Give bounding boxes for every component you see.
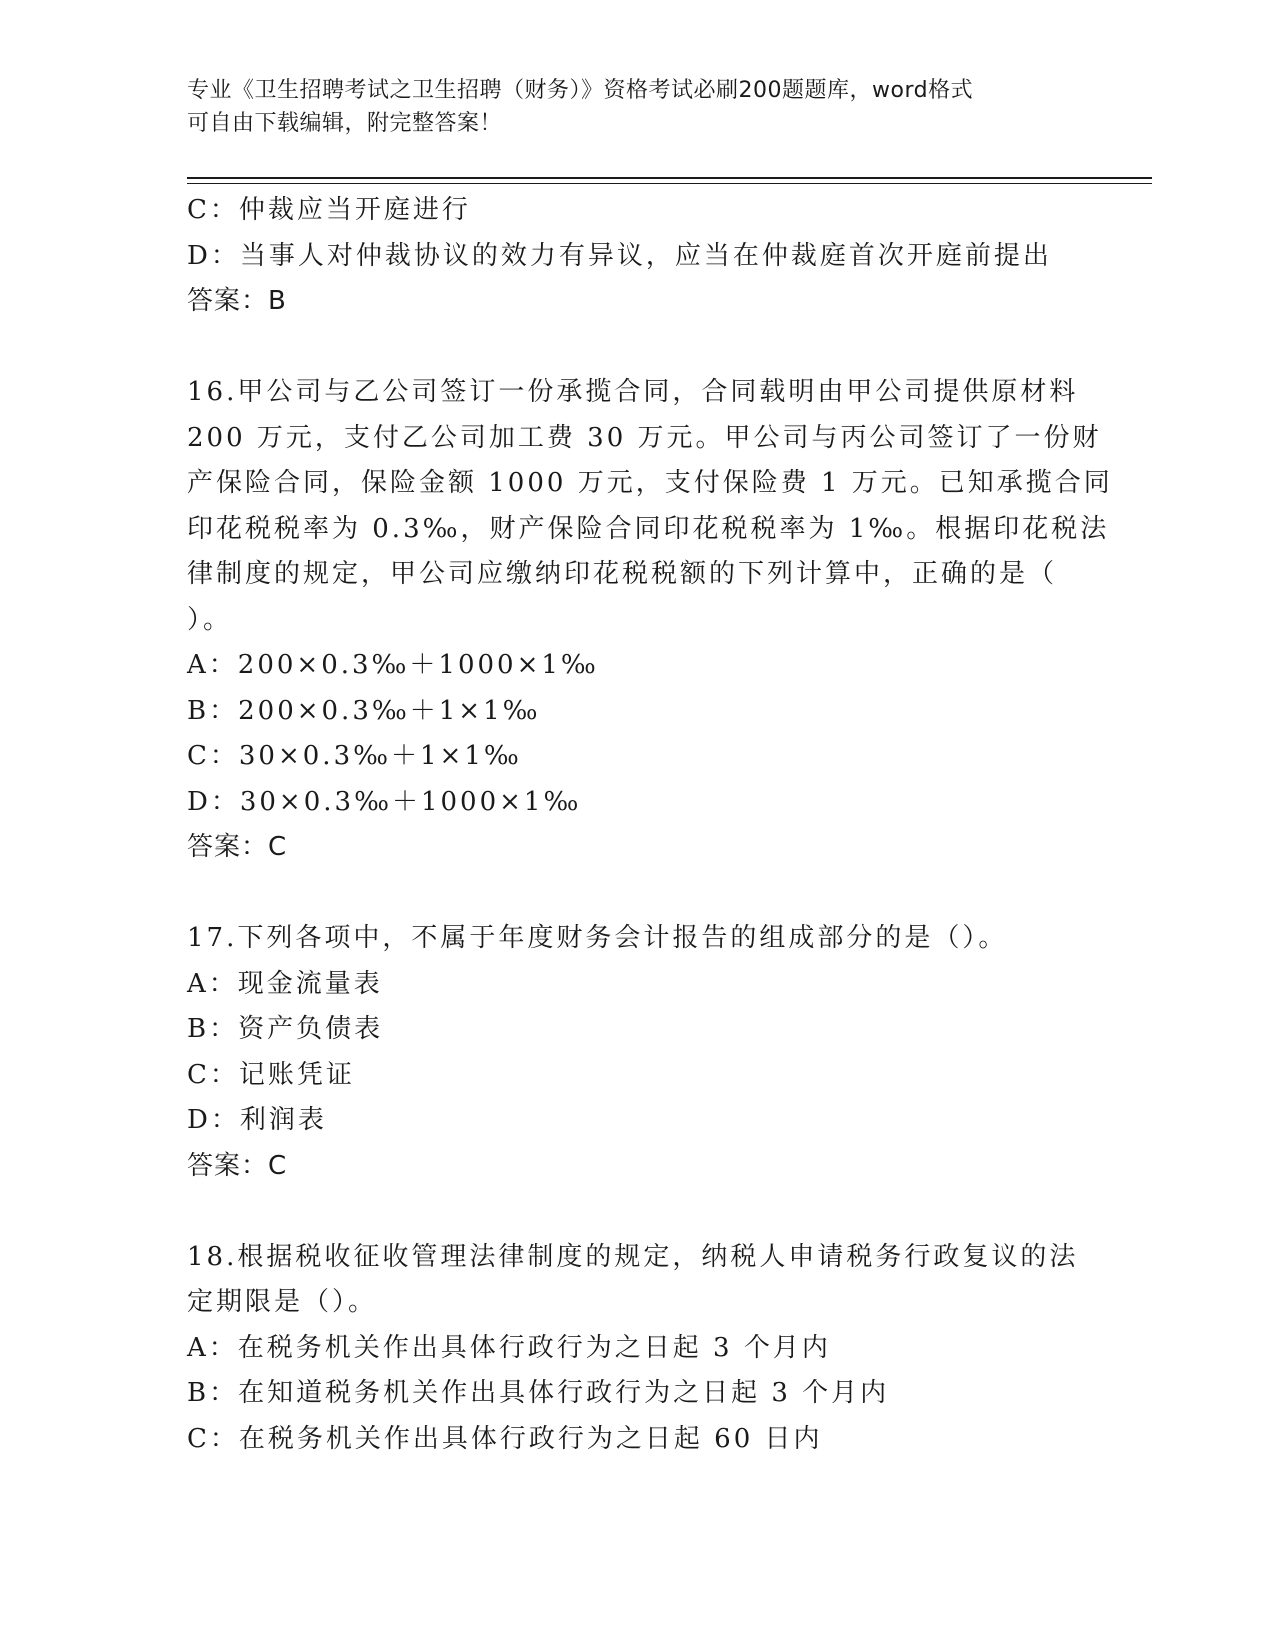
option-c: C：30×0.3‰＋1×1‰ [187, 741, 522, 771]
option-a: A：200×0.3‰＋1000×1‰ [187, 650, 599, 680]
option-c: C：记账凭证 [187, 1059, 355, 1090]
option-b: B：200×0.3‰＋1×1‰ [187, 695, 541, 726]
spacer [187, 1189, 1077, 1235]
option-b: B：在知道税务机关作出具体行政行为之日起 3 个月内 [187, 1378, 890, 1408]
spacer [187, 325, 1077, 371]
header-divider-thick [187, 177, 1152, 179]
question-stem-line: 18.根据税收征收管理法律制度的规定，纳税人申请税务行政复议的法 [187, 1241, 1079, 1272]
question-stem-line: 16.甲公司与乙公司签订一份承揽合同，合同载明由甲公司提供原材料 [187, 377, 1079, 407]
document-body [187, 188, 1113, 1462]
answer-line: 答案：B [187, 286, 287, 316]
question-18 [187, 1235, 1077, 1463]
answer-line: 答案：C [187, 1150, 288, 1181]
question-stem-line: 200 万元，支付乙公司加工费 30 万元。甲公司与丙公司签订了一份财 [187, 422, 1102, 453]
option-d: D：当事人对仲裁协议的效力有异议，应当在仲裁庭首次开庭前提出 [187, 240, 1052, 271]
option-c: C：在税务机关作出具体行政行为之日起 60 日内 [187, 1423, 823, 1454]
question-17 [187, 916, 1077, 1189]
question-stem-line: 17.下列各项中，不属于年度财务会计报告的组成部分的是（）。 [187, 923, 1008, 953]
question-stem-line: ）。 [187, 604, 233, 635]
option-d: D：利润表 [187, 1105, 327, 1135]
header-line-2: 可自由下载编辑，附完整答案！ [187, 111, 503, 136]
header-line-1: 专业《卫生招聘考试之卫生招聘（财务）》资格考试必刷200题题库，word格式 [187, 78, 974, 103]
question-stem-line: 产保险合同，保险金额 1000 万元，支付保险费 1 万元。已知承揽合同 [187, 468, 1113, 498]
question-stem-line: 定期限是（）。 [187, 1287, 378, 1317]
question-15-tail [187, 188, 1077, 325]
answer-line: 答案：C [187, 832, 288, 862]
option-a: A：现金流量表 [187, 968, 383, 999]
page-header [187, 74, 1067, 140]
option-a: A：在税务机关作出具体行政行为之日起 3 个月内 [187, 1332, 831, 1363]
question-stem-line: 律制度的规定，甲公司应缴纳印花税税额的下列计算中，正确的是（ [187, 559, 1058, 589]
option-c: C：仲裁应当开庭进行 [187, 195, 471, 225]
option-b: B：资产负债表 [187, 1014, 384, 1044]
question-16 [187, 370, 1113, 871]
option-d: D：30×0.3‰＋1000×1‰ [187, 786, 582, 817]
header-divider-thin [187, 183, 1152, 184]
question-stem-line: 印花税税率为 0.3‰，财产保险合同印花税税率为 1‰。根据印花税法 [187, 513, 1110, 544]
spacer [187, 871, 1077, 917]
